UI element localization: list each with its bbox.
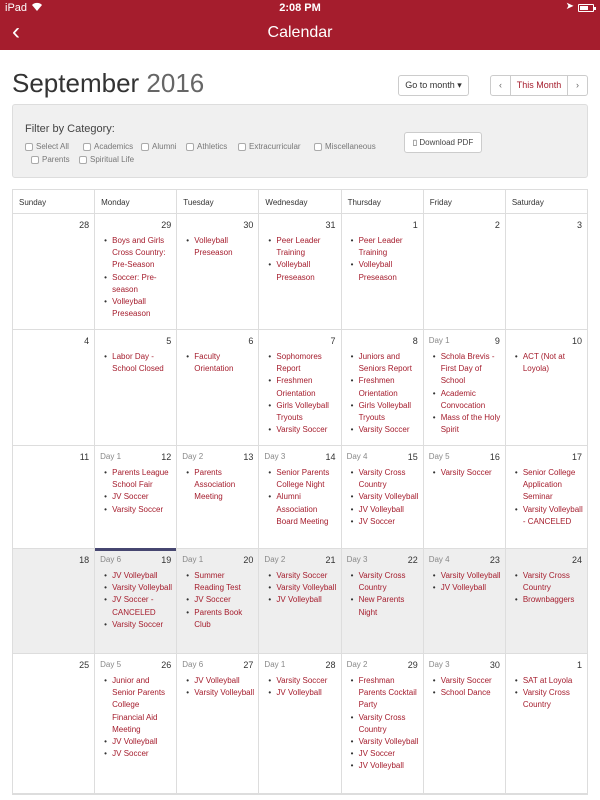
day-cell[interactable] (95, 330, 177, 445)
nav-bar (0, 16, 600, 50)
event-link[interactable]: • Peer Leader Training (265, 235, 336, 259)
event-link[interactable]: • Varsity Cross Country (512, 570, 583, 594)
rotation-day-label: Day 2 (264, 555, 286, 564)
day-number: 29 (161, 220, 172, 230)
day-number: 30 (243, 220, 254, 230)
month-label: September (12, 68, 140, 98)
day-number: 13 (243, 452, 254, 462)
event-link[interactable]: • Freshmen Orientation (265, 375, 336, 399)
day-cell[interactable] (424, 330, 506, 445)
device-label: iPad (5, 2, 28, 14)
event-list (101, 570, 172, 631)
status-time: 2:08 PM (279, 2, 321, 14)
event-link[interactable]: • Peer Leader Training (348, 235, 419, 259)
day-number: 25 (79, 660, 90, 670)
event-list (430, 467, 501, 479)
weekday-label: Friday (424, 190, 506, 213)
day-number: 8 (412, 336, 418, 346)
rotation-day-label: Day 5 (428, 452, 450, 461)
rotation-day-label: Day 6 (182, 660, 204, 669)
event-list (348, 467, 419, 528)
day-number: 12 (161, 452, 172, 462)
day-number: 27 (243, 660, 254, 670)
event-list (430, 351, 501, 436)
event-link[interactable]: • Volleyball Preseason (348, 259, 419, 283)
event-list (265, 675, 336, 699)
rotation-day-label: Day 3 (264, 452, 286, 461)
status-bar (0, 0, 600, 16)
checkbox-icon[interactable] (238, 143, 246, 151)
day-cell[interactable] (342, 654, 424, 793)
event-link[interactable]: • ACT (Not at Loyola) (512, 351, 583, 375)
checkbox-icon[interactable] (25, 143, 33, 151)
event-link[interactable]: • JV Soccer (183, 594, 254, 606)
event-link[interactable]: • Faculty Orientation (183, 351, 254, 375)
event-list (512, 675, 583, 712)
event-link[interactable]: • Juniors and Seniors Report (348, 351, 419, 375)
event-link[interactable]: • Parents Association Meeting (183, 467, 254, 504)
event-link[interactable]: • Varsity Cross Country (348, 712, 419, 736)
rotation-day-label: Day 2 (182, 452, 204, 461)
event-link[interactable]: • Varsity Volleyball (348, 491, 419, 503)
day-cell[interactable] (259, 446, 341, 548)
rotation-day-label: Day 2 (346, 660, 368, 669)
week-row (13, 214, 587, 330)
filter-academics[interactable]: Academics (83, 142, 133, 151)
event-link[interactable]: • Parents League School Fair (101, 467, 172, 491)
day-number: 6 (248, 336, 254, 346)
event-link[interactable]: • Boys and Girls Cross Country: Pre-Season (101, 235, 172, 272)
day-cell[interactable] (424, 654, 506, 793)
day-number: 19 (161, 555, 172, 565)
day-number: 2 (494, 220, 500, 230)
event-link[interactable]: • Varsity Volleyball (348, 736, 419, 748)
event-link[interactable]: • Freshman Parents Cocktail Party (348, 675, 419, 712)
event-link[interactable]: • Varsity Soccer (101, 619, 172, 631)
day-number: 28 (325, 660, 336, 670)
day-number: 18 (79, 555, 90, 565)
rotation-day-label: Day 5 (100, 660, 122, 669)
event-link[interactable]: • Senior Parents College Night (265, 467, 336, 491)
checkbox-icon[interactable] (83, 143, 91, 151)
event-link[interactable]: • JV Volleyball (348, 760, 419, 772)
day-cell[interactable] (506, 330, 587, 445)
event-link[interactable]: • Sophomores Report (265, 351, 336, 375)
event-list (101, 235, 172, 320)
today-indicator (95, 548, 176, 551)
month-nav (490, 75, 588, 96)
day-cell[interactable] (506, 214, 587, 329)
checkbox-icon[interactable] (186, 143, 194, 151)
event-link[interactable]: • Senior College Application Seminar (512, 467, 583, 504)
event-link[interactable]: • JV Soccer - CANCELED (101, 594, 172, 618)
event-link[interactable]: • JV Volleyball (101, 570, 172, 582)
event-link[interactable]: • Varsity Soccer (430, 675, 501, 687)
event-link[interactable]: • New Parents Night (348, 594, 419, 618)
event-link[interactable]: • Volleyball Preseason (101, 296, 172, 320)
filter-miscellaneous[interactable]: Miscellaneous (314, 142, 376, 151)
event-link[interactable]: • JV Volleyball (265, 594, 336, 606)
event-list (101, 467, 172, 516)
day-cell[interactable] (506, 549, 587, 653)
calendar-grid (12, 189, 588, 795)
event-link[interactable]: • Junior and Senior Parents College Financial Aid Meeting (101, 675, 172, 736)
day-cell[interactable] (95, 549, 177, 653)
day-cell[interactable] (95, 214, 177, 329)
day-number: 26 (161, 660, 172, 670)
next-month-button[interactable]: › (567, 76, 587, 95)
rotation-day-label: Day 3 (346, 555, 368, 564)
week-row (13, 446, 587, 549)
day-cell[interactable] (342, 549, 424, 653)
week-row (13, 549, 587, 654)
event-link[interactable]: • Mass of the Holy Spirit (430, 412, 501, 436)
event-list (348, 570, 419, 619)
day-cell[interactable] (342, 214, 424, 329)
event-link[interactable]: • Academic Convocation (430, 388, 501, 412)
day-cell[interactable] (95, 446, 177, 548)
day-cell[interactable] (13, 446, 95, 548)
event-list (183, 675, 254, 699)
event-link[interactable]: • Schola Brevis - First Day of School (430, 351, 501, 388)
year-label: 2016 (146, 68, 205, 98)
day-number: 10 (571, 336, 582, 346)
event-list (265, 467, 336, 528)
day-number: 1 (576, 660, 582, 670)
filter-extracurricular[interactable]: Extracurricular (238, 142, 301, 151)
download-pdf-button[interactable]: ▯ Download PDF (404, 132, 482, 153)
event-link[interactable]: • Girls Volleyball Tryouts (265, 400, 336, 424)
event-list (348, 351, 419, 436)
event-list (265, 235, 336, 284)
day-cell[interactable] (177, 549, 259, 653)
weekday-label: Wednesday (259, 190, 341, 213)
rotation-day-label: Day 4 (346, 452, 368, 461)
page-title: Calendar (267, 24, 333, 41)
week-row (13, 654, 587, 794)
day-number: 30 (489, 660, 500, 670)
event-link[interactable]: • JV Volleyball (101, 736, 172, 748)
day-number: 11 (79, 452, 90, 462)
rotation-day-label: Day 1 (100, 452, 122, 461)
day-number: 14 (325, 452, 336, 462)
event-list (183, 235, 254, 259)
day-cell[interactable] (177, 446, 259, 548)
day-number: 3 (576, 220, 582, 230)
filter-panel (12, 104, 588, 178)
rotation-day-label: Day 1 (182, 555, 204, 564)
day-cell[interactable] (424, 446, 506, 548)
event-link[interactable]: • Summer Reading Test (183, 570, 254, 594)
event-list (265, 351, 336, 436)
day-cell[interactable] (177, 330, 259, 445)
day-number: 1 (412, 220, 418, 230)
event-link[interactable]: • JV Volleyball (348, 504, 419, 516)
day-cell[interactable] (259, 330, 341, 445)
event-list (430, 675, 501, 699)
event-list (512, 570, 583, 607)
event-link[interactable]: • Varsity Soccer (348, 424, 419, 436)
checkbox-icon[interactable] (31, 156, 39, 164)
event-link[interactable]: • Volleyball Preseason (183, 235, 254, 259)
day-number: 16 (489, 452, 500, 462)
event-list (348, 675, 419, 773)
day-number: 23 (489, 555, 500, 565)
pdf-icon: ▯ (412, 138, 418, 147)
rotation-day-label: Day 4 (428, 555, 450, 564)
day-cell[interactable] (259, 654, 341, 793)
day-cell[interactable] (259, 214, 341, 329)
back-icon[interactable]: ‹ (12, 18, 20, 45)
event-list (183, 351, 254, 375)
event-link[interactable]: • Varsity Volleyball (265, 582, 336, 594)
event-link[interactable]: • SAT at Loyola (512, 675, 583, 687)
event-list (512, 351, 583, 375)
day-cell[interactable] (13, 214, 95, 329)
day-number: 28 (79, 220, 90, 230)
day-number: 7 (330, 336, 336, 346)
day-cell[interactable] (13, 330, 95, 445)
event-link[interactable]: • Varsity Soccer (265, 570, 336, 582)
weekday-label: Sunday (13, 190, 95, 213)
battery-icon (578, 4, 594, 12)
day-number: 21 (325, 555, 336, 565)
event-link[interactable]: • Varsity Volleyball (430, 570, 501, 582)
event-link[interactable]: • Varsity Volleyball - CANCELED (512, 504, 583, 528)
event-link[interactable]: • JV Soccer (101, 491, 172, 503)
event-link[interactable]: • Varsity Volleyball (101, 582, 172, 594)
prev-month-button[interactable]: ‹ (491, 76, 511, 95)
day-cell[interactable] (177, 214, 259, 329)
day-cell[interactable] (259, 549, 341, 653)
event-link[interactable]: • Parents Book Club (183, 607, 254, 631)
day-cell[interactable] (424, 214, 506, 329)
event-link[interactable]: • Volleyball Preseason (265, 259, 336, 283)
rotation-day-label: Day 3 (428, 660, 450, 669)
filter-title: Filter by Category: (25, 123, 115, 135)
filter-alumni[interactable]: Alumni (141, 142, 176, 151)
event-link[interactable]: • Girls Volleyball Tryouts (348, 400, 419, 424)
event-link[interactable]: • Varsity Soccer (265, 424, 336, 436)
filter-athletics[interactable]: Athletics (186, 142, 227, 151)
day-cell[interactable] (342, 330, 424, 445)
day-number: 15 (407, 452, 418, 462)
event-link[interactable]: • JV Volleyball (430, 582, 501, 594)
event-link[interactable]: • Brownbaggers (512, 594, 583, 606)
this-month-button[interactable]: This Month (516, 80, 562, 90)
event-link[interactable]: • Varsity Cross Country (348, 570, 419, 594)
day-cell[interactable] (13, 549, 95, 653)
checkbox-icon[interactable] (79, 156, 87, 164)
event-link[interactable]: • Varsity Soccer (430, 467, 501, 479)
weekday-label: Thursday (342, 190, 424, 213)
day-number: 20 (243, 555, 254, 565)
event-link[interactable]: • Varsity Cross Country (512, 687, 583, 711)
event-list (101, 351, 172, 375)
event-link[interactable]: • JV Volleyball (265, 687, 336, 699)
weekday-label: Monday (95, 190, 177, 213)
weekday-label: Saturday (511, 198, 544, 207)
filter-spiritual-life[interactable]: Spiritual Life (79, 155, 134, 164)
day-number: 24 (571, 555, 582, 565)
location-icon: ➤ (565, 1, 574, 12)
rotation-day-label: Day 1 (264, 660, 286, 669)
event-link[interactable]: • Labor Day - School Closed (101, 351, 172, 375)
event-list (183, 570, 254, 631)
rotation-day-label: Day 6 (100, 555, 122, 564)
day-cell[interactable] (342, 446, 424, 548)
day-number: 22 (407, 555, 418, 565)
event-link[interactable]: • Freshmen Orientation (348, 375, 419, 399)
day-number: 9 (494, 336, 500, 346)
weekday-label: Tuesday (177, 190, 259, 213)
event-link[interactable]: • Varsity Soccer (101, 504, 172, 516)
event-list (430, 570, 501, 594)
filter-select-all[interactable]: Select All (25, 142, 69, 151)
day-number: 31 (325, 220, 336, 230)
day-cell[interactable] (506, 446, 587, 548)
event-link[interactable]: • Varsity Volleyball (183, 687, 254, 699)
event-link[interactable]: • JV Soccer (348, 516, 419, 528)
event-link[interactable]: • Varsity Cross Country (348, 467, 419, 491)
day-number: 4 (84, 336, 90, 346)
week-row (13, 330, 587, 446)
day-number: 29 (407, 660, 418, 670)
event-link[interactable]: • Alumni Association Board Meeting (265, 491, 336, 528)
event-list (183, 467, 254, 504)
event-link[interactable]: • JV Volleyball (183, 675, 254, 687)
checkbox-icon[interactable] (141, 143, 149, 151)
event-list (265, 570, 336, 607)
event-link[interactable]: • JV Soccer (348, 748, 419, 760)
event-list (348, 235, 419, 284)
day-number: 5 (166, 336, 172, 346)
day-cell[interactable] (506, 654, 587, 793)
checkbox-icon[interactable] (314, 143, 322, 151)
event-link[interactable]: • Soccer: Pre-season (101, 272, 172, 296)
day-cell[interactable] (177, 654, 259, 793)
filter-parents[interactable]: Parents (31, 155, 70, 164)
day-number: 17 (571, 452, 582, 462)
weekday-header (13, 190, 587, 214)
event-list (101, 675, 172, 760)
event-link[interactable]: • JV Soccer (101, 748, 172, 760)
go-to-month-button[interactable]: Go to month ▾ (398, 75, 469, 96)
day-cell[interactable] (424, 549, 506, 653)
event-list (512, 467, 583, 528)
day-cell[interactable] (13, 654, 95, 793)
event-link[interactable]: • Varsity Soccer (265, 675, 336, 687)
event-link[interactable]: • School Dance (430, 687, 501, 699)
day-cell[interactable] (95, 654, 177, 793)
rotation-day-label: Day 1 (428, 336, 450, 345)
calendar-title (12, 68, 204, 99)
